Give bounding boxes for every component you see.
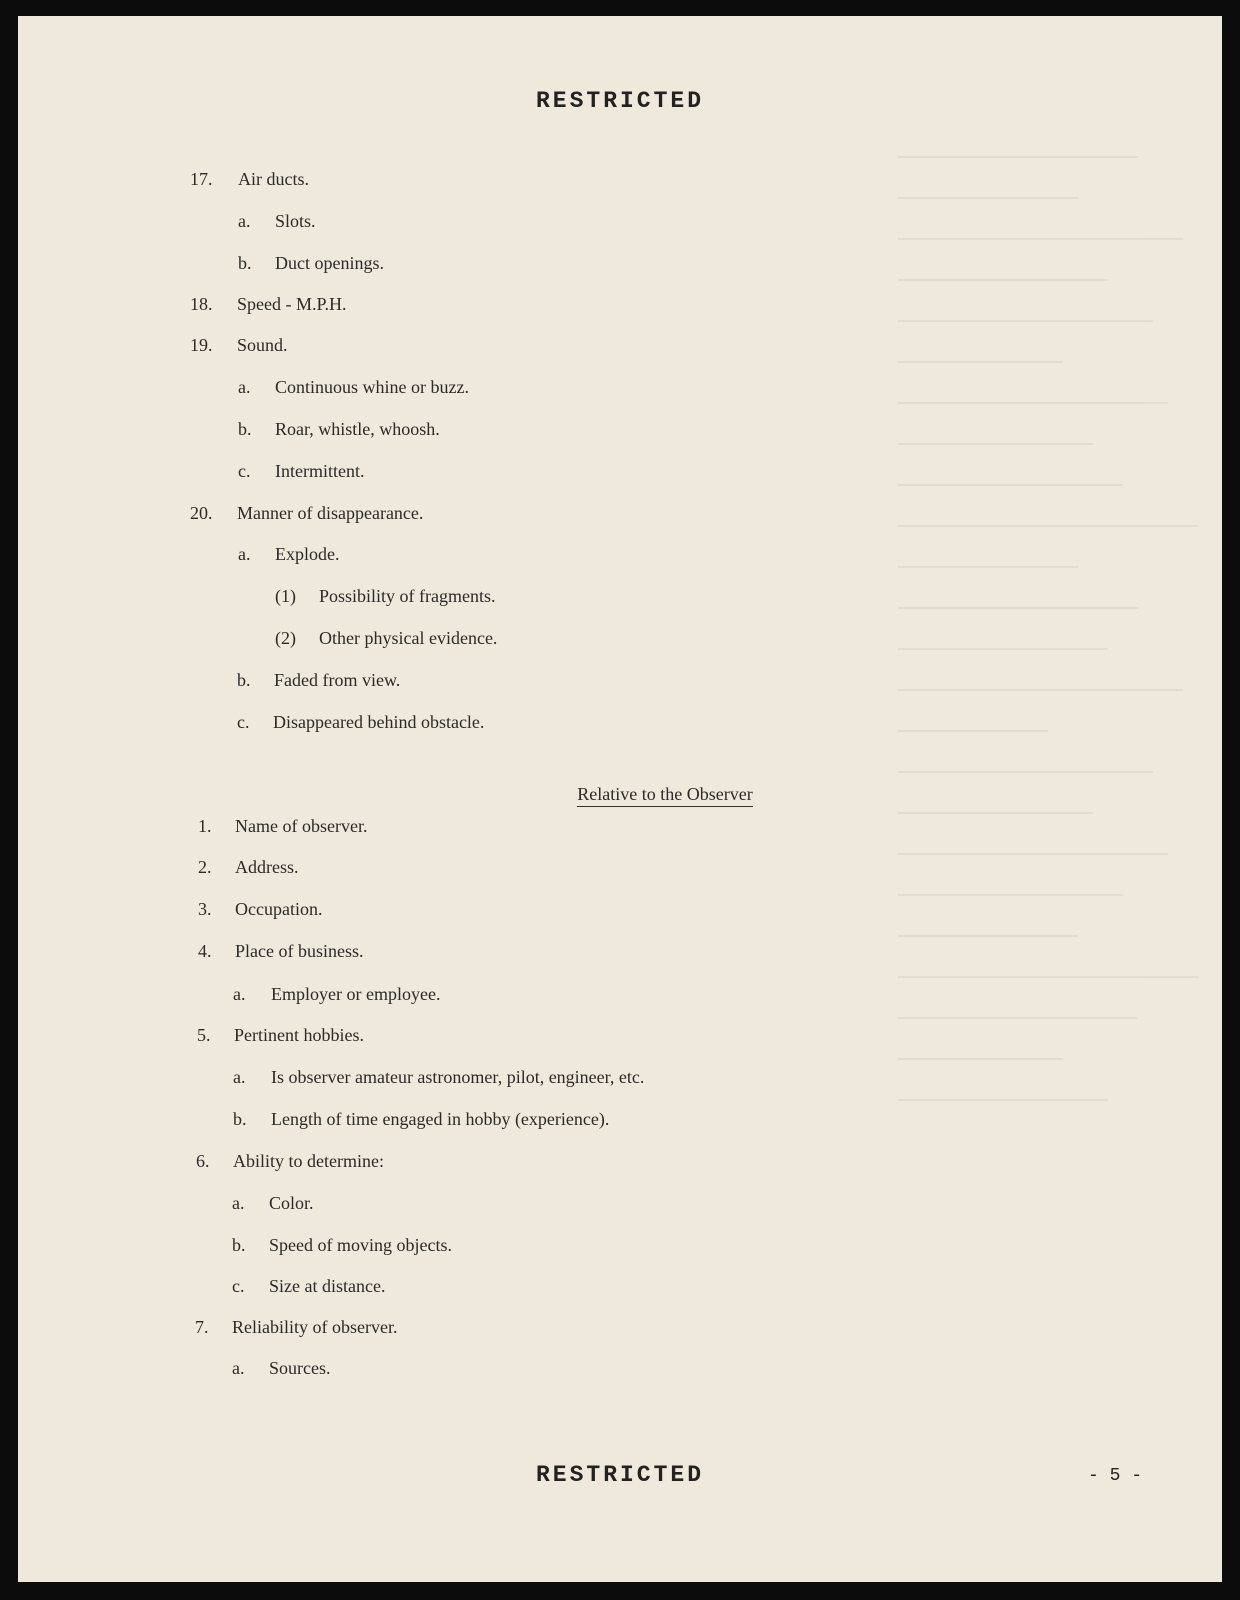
document-page	[18, 16, 1222, 1582]
item-text: Speed of moving objects.	[269, 1235, 452, 1255]
item-number: a.	[238, 544, 251, 564]
item-text: Possibility of fragments.	[319, 586, 496, 606]
item-number: c.	[232, 1276, 245, 1296]
item-number: 5.	[197, 1025, 211, 1045]
list-item	[238, 461, 364, 482]
item-number: 1.	[198, 816, 212, 836]
list-item	[198, 857, 299, 878]
list-item	[197, 1025, 364, 1046]
item-number: b.	[238, 419, 252, 439]
item-number: a.	[232, 1193, 245, 1213]
list-item	[233, 1109, 609, 1130]
list-item	[190, 335, 288, 356]
item-text: Faded from view.	[274, 670, 401, 690]
item-text: Address.	[235, 857, 299, 877]
item-text: Length of time engaged in hobby (experience).	[271, 1109, 610, 1129]
item-text: Manner of disappearance.	[237, 503, 424, 523]
list-item	[190, 169, 309, 190]
item-number: (2)	[275, 628, 296, 648]
item-text: Duct openings.	[275, 253, 384, 273]
item-number: c.	[237, 712, 250, 732]
list-item	[198, 816, 367, 837]
item-number: a.	[233, 984, 246, 1004]
list-item	[237, 670, 400, 691]
list-item	[233, 1067, 644, 1088]
item-text: Other physical evidence.	[319, 628, 498, 648]
list-item	[275, 628, 497, 649]
item-text: Continuous whine or buzz.	[275, 377, 469, 397]
item-number: 19.	[190, 335, 213, 355]
item-text: Size at distance.	[269, 1276, 386, 1296]
item-number: b.	[238, 253, 252, 273]
list-item	[190, 294, 347, 315]
item-text: Slots.	[275, 211, 316, 231]
item-text: Air ducts.	[238, 169, 309, 189]
item-number: a.	[238, 211, 251, 231]
list-item	[238, 253, 384, 274]
list-item	[232, 1276, 385, 1297]
item-number: 4.	[198, 941, 212, 961]
list-item	[238, 544, 340, 565]
item-text: Name of observer.	[235, 816, 368, 836]
item-text: Ability to determine:	[233, 1151, 384, 1171]
page-number: - 5 -	[1088, 1466, 1143, 1486]
item-number: a.	[232, 1358, 245, 1378]
list-item	[198, 899, 322, 920]
list-item	[190, 503, 423, 524]
section-heading-text: Relative to the Observer	[577, 784, 752, 807]
item-text: Sources.	[269, 1358, 331, 1378]
list-item	[238, 419, 440, 440]
section-heading	[18, 784, 1222, 807]
item-text: Pertinent hobbies.	[234, 1025, 364, 1045]
bleed-through-text	[898, 156, 1198, 1406]
list-item	[238, 377, 469, 398]
list-item	[275, 586, 496, 607]
item-text: Explode.	[275, 544, 340, 564]
item-text: Occupation.	[235, 899, 323, 919]
list-item	[195, 1317, 397, 1338]
item-text: Employer or employee.	[271, 984, 441, 1004]
item-number: 7.	[195, 1317, 209, 1337]
item-number: 18.	[190, 294, 213, 314]
item-text: Disappeared behind obstacle.	[273, 712, 485, 732]
item-number: a.	[238, 377, 251, 397]
list-item	[237, 712, 484, 733]
item-text: Sound.	[237, 335, 288, 355]
item-text: Intermittent.	[275, 461, 365, 481]
list-item	[196, 1151, 384, 1172]
list-item	[232, 1358, 331, 1379]
item-number: (1)	[275, 586, 296, 606]
item-number: c.	[238, 461, 251, 481]
item-text: Speed - M.P.H.	[237, 294, 347, 314]
list-item	[232, 1193, 314, 1214]
list-item	[232, 1235, 452, 1256]
classification-footer: RESTRICTED	[535, 1462, 705, 1488]
item-text: Is observer amateur astronomer, pilot, engineer, etc.	[271, 1067, 645, 1087]
item-text: Reliability of observer.	[232, 1317, 398, 1337]
item-number: b.	[232, 1235, 246, 1255]
item-number: 3.	[198, 899, 212, 919]
item-number: 17.	[190, 169, 213, 189]
item-number: b.	[233, 1109, 247, 1129]
item-number: b.	[237, 670, 251, 690]
item-text: Color.	[269, 1193, 314, 1213]
list-item	[233, 984, 440, 1005]
list-item	[198, 941, 363, 962]
item-text: Place of business.	[235, 941, 364, 961]
item-number: 6.	[196, 1151, 210, 1171]
item-number: a.	[233, 1067, 246, 1087]
classification-header: RESTRICTED	[535, 88, 705, 114]
item-number: 2.	[198, 857, 212, 877]
item-number: 20.	[190, 503, 213, 523]
list-item	[238, 211, 316, 232]
item-text: Roar, whistle, whoosh.	[275, 419, 440, 439]
